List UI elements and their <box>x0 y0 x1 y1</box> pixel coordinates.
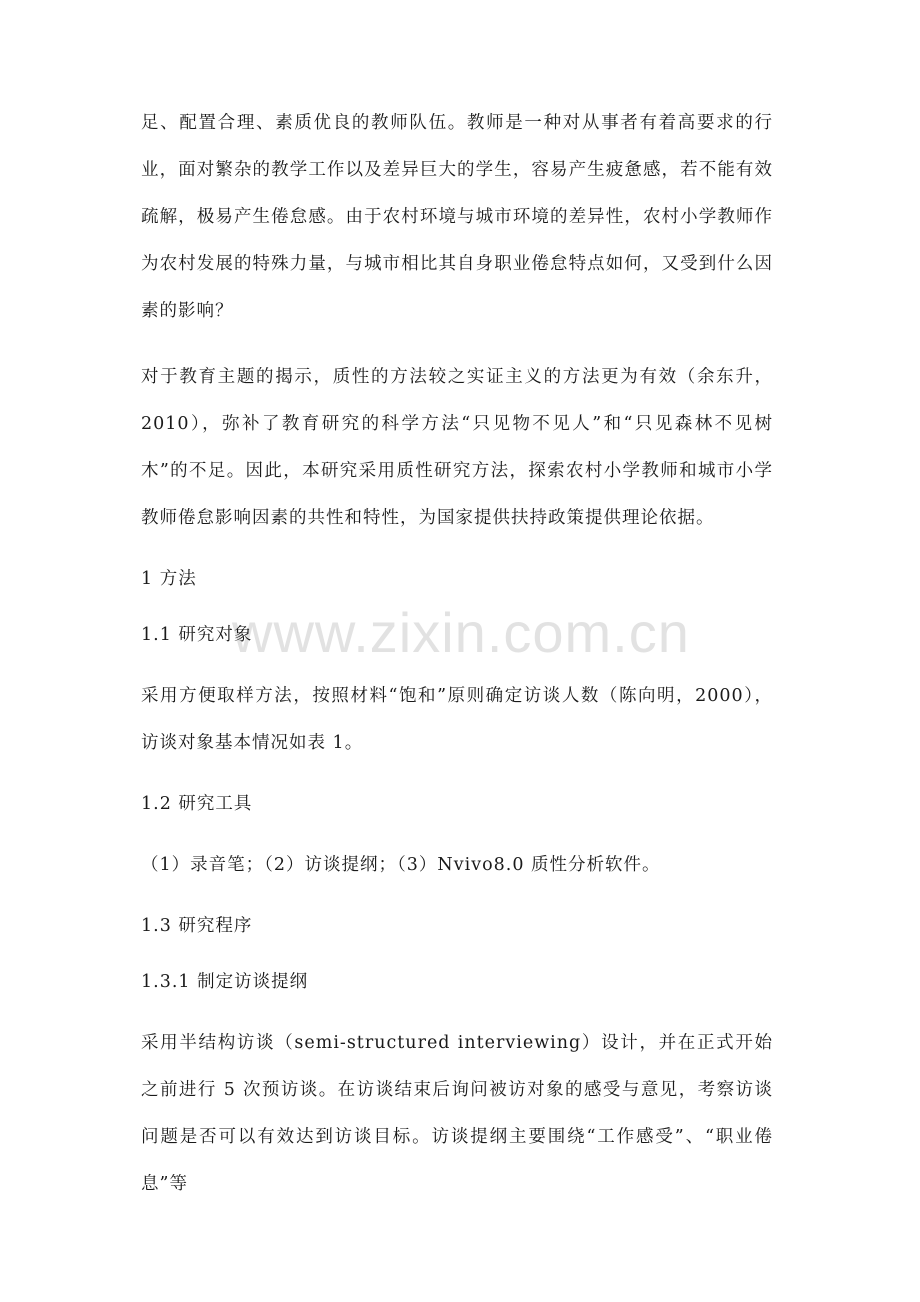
subsection-heading-subjects: 1.1 研究对象 <box>141 625 253 645</box>
watermark: www.zixin.com.cn <box>232 601 690 664</box>
subsubsection-heading-interview-outline: 1.3.1 制定访谈提纲 <box>141 972 309 992</box>
paragraph-sampling: 采用方便取样方法，按照材料“饱和”原则确定访谈人数（陈向明，2000），访谈对象基本情况如表 1。 <box>141 686 773 753</box>
subsection-heading-procedure: 1.3 研究程序 <box>141 916 253 936</box>
subsection-heading-tools: 1.2 研究工具 <box>141 794 253 814</box>
paragraph-intro-continued: 足、配置合理、素质优良的教师队伍。教师是一种对从事者有着高要求的行业，面对繁杂的教学工作以及差异巨大的学生，容易产生疲惫感，若不能有效疏解，极易产生倦怠感。由于农村环境与城市环境的差异性，农村小学教师作为农村发展的特殊力量，与城市相比其自身职业倦怠特点如何，又受到什么因素的影响？ <box>141 113 773 321</box>
document-page <box>141 100 773 1227</box>
paragraph-tools: （1）录音笔；（2）访谈提纲；（3）Nvivo8.0 质性分析软件。 <box>141 855 661 875</box>
paragraph-qualitative-method: 对于教育主题的揭示，质性的方法较之实证主义的方法更为有效（余东升，2010），弥补了教育研究的科学方法“只见物不见人”和“只见森林不见树木”的不足。因此，本研究采用质性研究方法，探索农村小学教师和城市小学教师倦怠影响因素的共性和特性，为国家提供扶持政策提供理论依据。 <box>141 367 773 528</box>
paragraph-interview-design: 采用半结构访谈（semi-structured interviewing）设计，并在正式开始之前进行 5 次预访谈。在访谈结束后询问被访对象的感受与意见，考察访谈问题是否可以有效达到访谈目标。访谈提纲主要围绕“工作感受”、“职业倦息”等 <box>141 1033 773 1194</box>
section-heading-methods: 1 方法 <box>141 569 197 589</box>
